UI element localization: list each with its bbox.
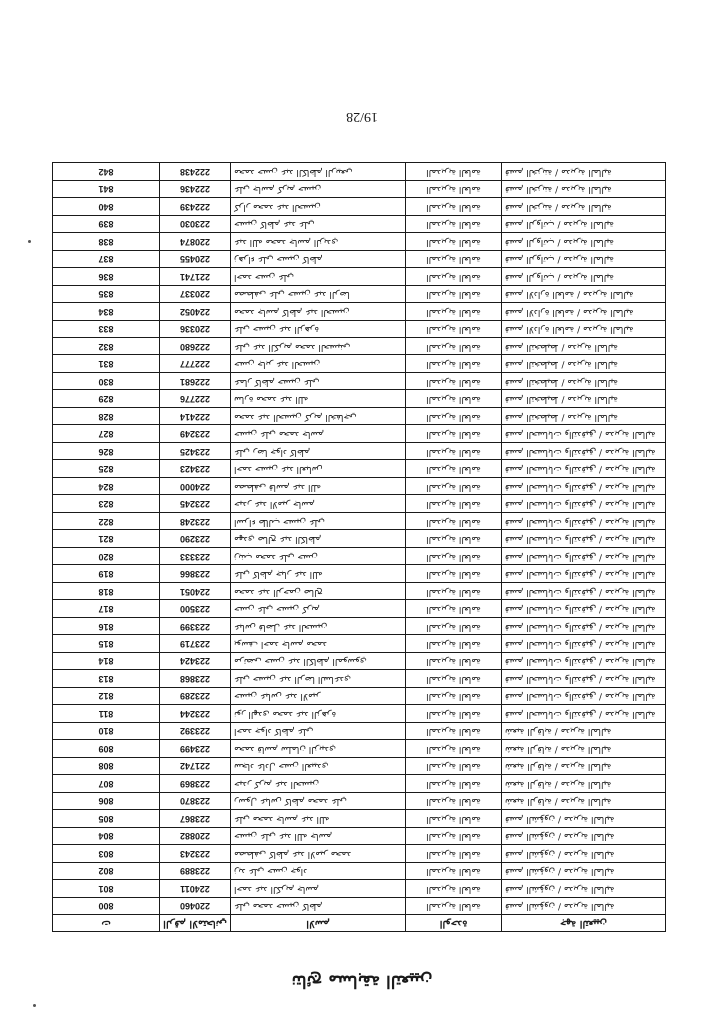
cell-dept: قسم الشؤون / مديرية المالية [502, 880, 666, 897]
cell-seq: 835 [53, 285, 160, 302]
table-row [53, 582, 666, 599]
cell-unit: المديرية العامة [406, 285, 502, 302]
table-row [53, 845, 666, 862]
cell-exam-number: 223425 [160, 442, 231, 459]
table-row [53, 617, 666, 634]
cell-unit: المديرية العامة [406, 827, 502, 844]
table-row [53, 530, 666, 547]
cell-seq: 823 [53, 495, 160, 512]
table-row [53, 635, 666, 652]
cell-dept: قسم الحسابات والتدقيق / مديرية المالية [502, 705, 666, 722]
cell-name: علي جاسم كريم حسين [231, 180, 406, 197]
cell-name: مصطفى قاسم عبد الله [231, 477, 406, 494]
table-row [53, 862, 666, 879]
table-row [53, 757, 666, 774]
table-row [53, 687, 666, 704]
cell-dept: قسم الحسابات والتدقيق / مديرية المالية [502, 565, 666, 582]
table-row [53, 215, 666, 232]
cell-seq: 831 [53, 355, 160, 372]
cell-exam-number: 223289 [160, 687, 231, 704]
cell-dept: قسم الخزينة / مديرية المالية [502, 180, 666, 197]
cell-dept: قسم الحسابات والتدقيق / مديرية المالية [502, 687, 666, 704]
cell-name: حسين كاظم عبد علي [231, 215, 406, 232]
table-row [53, 320, 666, 337]
cell-dept: شعبة الرقابة / مديرية المالية [502, 722, 666, 739]
cell-exam-number: 222776 [160, 390, 231, 407]
cell-name: حسين عباس عبد الامير [231, 687, 406, 704]
cell-name: علي عبد الكريم محمد الحسيني [231, 338, 406, 355]
cell-name: حسن علي حسين كريم [231, 600, 406, 617]
cell-exam-number: 222414 [160, 407, 231, 424]
table-row [53, 495, 666, 512]
cell-name: نور الهدى محمد عبد الزهرة [231, 705, 406, 722]
cell-dept: قسم الادارة العامة / مديرية المالية [502, 285, 666, 302]
cell-dept: قسم الخزينة / مديرية المالية [502, 163, 666, 181]
cell-dept: قسم الحسابات والتدقيق / مديرية المالية [502, 670, 666, 687]
cell-seq: 801 [53, 880, 160, 897]
cell-seq: 810 [53, 722, 160, 739]
cell-name: علي رضا جواد كاظم [231, 442, 406, 459]
cell-unit: المديرية العامة [406, 810, 502, 827]
cell-name: محمد قاسم سلمان الزبيدي [231, 740, 406, 757]
cell-unit: المديرية العامة [406, 372, 502, 389]
cell-name: مرتضى حسن عبد الكاظم الموسوي [231, 652, 406, 669]
cell-unit: المديرية العامة [406, 775, 502, 792]
table-row [53, 460, 666, 477]
cell-unit: المديرية العامة [406, 460, 502, 477]
cell-seq: 842 [53, 163, 160, 181]
cell-exam-number: 223869 [160, 775, 231, 792]
cell-seq: 818 [53, 582, 160, 599]
cell-dept: قسم التخطيط / مديرية المالية [502, 355, 666, 372]
cell-unit: المديرية العامة [406, 198, 502, 215]
table-row [53, 407, 666, 424]
cell-name: عبد الله محمد جاسم الزيدي [231, 233, 406, 250]
cell-unit: المديرية العامة [406, 355, 502, 372]
cell-exam-number: 220337 [160, 285, 231, 302]
cell-name: علي حسين عبد الزهرة [231, 320, 406, 337]
cell-seq: 841 [53, 180, 160, 197]
cell-exam-number: 223399 [160, 617, 231, 634]
cell-seq: 814 [53, 652, 160, 669]
header-dept: جهة التعيين [502, 915, 666, 932]
cell-unit: المديرية العامة [406, 600, 502, 617]
cell-exam-number: 223248 [160, 512, 231, 529]
cell-exam-number: 224052 [160, 303, 231, 320]
cell-unit: المديرية العامة [406, 652, 502, 669]
cell-name: حسن جابر عبد الحسين [231, 355, 406, 372]
cell-dept: قسم الرواتب / مديرية المالية [502, 233, 666, 250]
cell-seq: 832 [53, 338, 160, 355]
cell-exam-number: 223244 [160, 705, 231, 722]
cell-exam-number: 224011 [160, 880, 231, 897]
cell-dept: قسم التخطيط / مديرية المالية [502, 338, 666, 355]
table-row [53, 897, 666, 914]
cell-unit: المديرية العامة [406, 215, 502, 232]
cell-name: اسراء طالب حسين علي [231, 512, 406, 529]
cell-exam-number: 223333 [160, 547, 231, 564]
cell-unit: المديرية العامة [406, 740, 502, 757]
cell-dept: قسم الشؤون / مديرية المالية [502, 862, 666, 879]
table-row [53, 740, 666, 757]
cell-seq: 826 [53, 442, 160, 459]
cell-name: سجاد عادل حسن العبيدي [231, 757, 406, 774]
table-row [53, 442, 666, 459]
cell-unit: المديرية العامة [406, 233, 502, 250]
cell-exam-number: 223249 [160, 425, 231, 442]
cell-seq: 834 [53, 303, 160, 320]
cell-name: مهدي صالح عبد الكاظم [231, 530, 406, 547]
cell-dept: قسم الحسابات والتدقيق / مديرية المالية [502, 512, 666, 529]
cell-name: زينب محمد علي حسن [231, 547, 406, 564]
cell-seq: 808 [53, 757, 160, 774]
cell-seq: 821 [53, 530, 160, 547]
cell-seq: 815 [53, 635, 160, 652]
table-row [53, 880, 666, 897]
cell-name: احمد عبد الكريم جاسم [231, 880, 406, 897]
cell-unit: المديرية العامة [406, 635, 502, 652]
table-row [53, 670, 666, 687]
cell-name: حسين علي محمد جاسم [231, 425, 406, 442]
cell-exam-number: 223866 [160, 565, 231, 582]
cell-dept: قسم الحسابات والتدقيق / مديرية المالية [502, 600, 666, 617]
cell-seq: 838 [53, 233, 160, 250]
cell-dept: قسم التخطيط / مديرية المالية [502, 407, 666, 424]
cell-dept: قسم الحسابات والتدقيق / مديرية المالية [502, 530, 666, 547]
cell-dept: قسم الحسابات والتدقيق / مديرية المالية [502, 652, 666, 669]
cell-name: علي كاظم جبار عبد الله [231, 565, 406, 582]
table-row [53, 303, 666, 320]
cell-unit: المديرية العامة [406, 407, 502, 424]
table-row [53, 355, 666, 372]
cell-name: مصطفى علي حسين عبد الرضا [231, 285, 406, 302]
cell-seq: 816 [53, 617, 160, 634]
table-row [53, 652, 666, 669]
cell-dept: قسم الحسابات والتدقيق / مديرية المالية [502, 617, 666, 634]
cell-exam-number: 224051 [160, 582, 231, 599]
cell-exam-number: 222436 [160, 180, 231, 197]
cell-dept: قسم الحسابات والتدقيق / مديرية المالية [502, 442, 666, 459]
cell-dept: قسم الشؤون / مديرية المالية [502, 810, 666, 827]
cell-name: علي محمد حسين كاظم [231, 897, 406, 914]
table-row [53, 600, 666, 617]
cell-name: مصطفى كاظم عبد الامير محمد [231, 845, 406, 862]
cell-dept: قسم التخطيط / مديرية المالية [502, 372, 666, 389]
table-row [53, 810, 666, 827]
table-row [53, 792, 666, 809]
cell-unit: المديرية العامة [406, 845, 502, 862]
cell-dept: قسم الرواتب / مديرية المالية [502, 215, 666, 232]
cell-seq: 829 [53, 390, 160, 407]
cell-seq: 819 [53, 565, 160, 582]
cell-unit: المديرية العامة [406, 163, 502, 181]
cell-unit: المديرية العامة [406, 792, 502, 809]
cell-exam-number: 223424 [160, 652, 231, 669]
table-row [53, 477, 666, 494]
cell-name: احمد حسين عبد العباس [231, 460, 406, 477]
cell-dept: شعبة الرقابة / مديرية المالية [502, 792, 666, 809]
cell-unit: المديرية العامة [406, 250, 502, 267]
cell-dept: قسم الشؤون / مديرية المالية [502, 897, 666, 914]
scan-speck [33, 1004, 36, 1007]
cell-unit: المديرية العامة [406, 670, 502, 687]
cell-seq: 805 [53, 810, 160, 827]
cell-seq: 822 [53, 512, 160, 529]
scan-speck [28, 240, 31, 243]
results-table [52, 162, 666, 932]
cell-unit: المديرية العامة [406, 477, 502, 494]
cell-seq: 807 [53, 775, 160, 792]
cell-seq: 828 [53, 407, 160, 424]
cell-unit: المديرية العامة [406, 268, 502, 285]
cell-unit: المديرية العامة [406, 303, 502, 320]
cell-name: احمد حسن علي [231, 268, 406, 285]
cell-seq: 803 [53, 845, 160, 862]
cell-unit: المديرية العامة [406, 722, 502, 739]
cell-dept: قسم التخطيط / مديرية المالية [502, 390, 666, 407]
table-row [53, 180, 666, 197]
cell-exam-number: 223423 [160, 460, 231, 477]
cell-unit: المديرية العامة [406, 687, 502, 704]
cell-dept: شعبة الرقابة / مديرية المالية [502, 740, 666, 757]
cell-dept: قسم الحسابات والتدقيق / مديرية المالية [502, 547, 666, 564]
cell-exam-number: 222777 [160, 355, 231, 372]
cell-name: علي محمد جاسم عبد الله [231, 810, 406, 827]
cell-dept: قسم الادارة العامة / مديرية المالية [502, 303, 666, 320]
cell-exam-number: 222438 [160, 163, 231, 181]
cell-dept: قسم الخزينة / مديرية المالية [502, 198, 666, 215]
cell-exam-number: 220455 [160, 250, 231, 267]
cell-seq: 820 [53, 547, 160, 564]
cell-dept: قسم الحسابات والتدقيق / مديرية المالية [502, 635, 666, 652]
cell-exam-number: 223245 [160, 495, 231, 512]
header-name: الاسم [231, 915, 406, 932]
cell-unit: المديرية العامة [406, 547, 502, 564]
cell-seq: 827 [53, 425, 160, 442]
cell-seq: 802 [53, 862, 160, 879]
table-row [53, 547, 666, 564]
cell-name: سارة محمد عبد الله [231, 390, 406, 407]
cell-unit: المديرية العامة [406, 880, 502, 897]
cell-exam-number: 223867 [160, 810, 231, 827]
cell-seq: 833 [53, 320, 160, 337]
cell-name: علي حسين عبد الرضا الساعدي [231, 670, 406, 687]
cell-seq: 840 [53, 198, 160, 215]
cell-seq: 817 [53, 600, 160, 617]
cell-unit: المديرية العامة [406, 495, 502, 512]
cell-exam-number: 220460 [160, 897, 231, 914]
cell-unit: المديرية العامة [406, 617, 502, 634]
table-row [53, 827, 666, 844]
cell-unit: المديرية العامة [406, 180, 502, 197]
cell-name: كرار محمد عبد الحسين [231, 198, 406, 215]
cell-dept: قسم الرواتب / مديرية المالية [502, 268, 666, 285]
page-title: نتائج مسابقة التعيين [291, 971, 433, 991]
cell-name: حيدر كريم عبد الحسين [231, 775, 406, 792]
table-header-row [53, 915, 666, 932]
cell-unit: المديرية العامة [406, 338, 502, 355]
cell-exam-number: 223243 [160, 845, 231, 862]
page-number: 19/28 [346, 109, 378, 124]
cell-name: حسين علي عبد الله جاسم [231, 827, 406, 844]
cell-exam-number: 223868 [160, 670, 231, 687]
cell-dept: قسم الحسابات والتدقيق / مديرية المالية [502, 495, 666, 512]
header-seq: ت [53, 915, 160, 932]
cell-unit: المديرية العامة [406, 582, 502, 599]
cell-unit: المديرية العامة [406, 757, 502, 774]
cell-name: عمار كاظم حسين علي [231, 372, 406, 389]
cell-exam-number: 222681 [160, 372, 231, 389]
table-row [53, 268, 666, 285]
cell-exam-number: 221742 [160, 757, 231, 774]
table-row [53, 163, 666, 181]
cell-exam-number: 223500 [160, 600, 231, 617]
cell-name: محمد عبد الحسين كريم الخفاجي [231, 407, 406, 424]
cell-name: محمد جاسم كاظم عبد الحسين [231, 303, 406, 320]
cell-name: عباس فاضل عبد الحسين [231, 617, 406, 634]
cell-exam-number: 223030 [160, 215, 231, 232]
table-row [53, 198, 666, 215]
cell-unit: المديرية العامة [406, 565, 502, 582]
cell-exam-number: 224000 [160, 477, 231, 494]
cell-exam-number: 222439 [160, 198, 231, 215]
table-row [53, 512, 666, 529]
cell-exam-number: 220882 [160, 827, 231, 844]
cell-unit: المديرية العامة [406, 897, 502, 914]
cell-seq: 806 [53, 792, 160, 809]
table-row [53, 338, 666, 355]
table-row [53, 775, 666, 792]
cell-seq: 836 [53, 268, 160, 285]
cell-seq: 809 [53, 740, 160, 757]
cell-unit: المديرية العامة [406, 862, 502, 879]
table-row [53, 565, 666, 582]
table-row [53, 250, 666, 267]
cell-name: زيد علي حسن جواد [231, 862, 406, 879]
cell-seq: 804 [53, 827, 160, 844]
cell-seq: 830 [53, 372, 160, 389]
cell-unit: المديرية العامة [406, 512, 502, 529]
header-unit: الوحدة [406, 915, 502, 932]
cell-unit: المديرية العامة [406, 320, 502, 337]
cell-name: زهراء علي حسين كاظم [231, 250, 406, 267]
cell-name: محمد عبد الرحمن صالح [231, 582, 406, 599]
cell-dept: قسم الحسابات والتدقيق / مديرية المالية [502, 582, 666, 599]
cell-exam-number: 223290 [160, 530, 231, 547]
cell-dept: قسم الشؤون / مديرية المالية [502, 827, 666, 844]
cell-dept: قسم الحسابات والتدقيق / مديرية المالية [502, 425, 666, 442]
cell-exam-number: 222680 [160, 338, 231, 355]
cell-dept: شعبة الرقابة / مديرية المالية [502, 757, 666, 774]
cell-name: حيدر عبد الامير جاسم [231, 495, 406, 512]
cell-exam-number: 220336 [160, 320, 231, 337]
cell-exam-number: 220874 [160, 233, 231, 250]
table-row [53, 285, 666, 302]
cell-exam-number: 223499 [160, 740, 231, 757]
table-row [53, 705, 666, 722]
table-row [53, 233, 666, 250]
table-row [53, 372, 666, 389]
cell-exam-number: 223870 [160, 792, 231, 809]
header-id: الرقم الامتحاني [160, 915, 231, 932]
cell-dept: قسم الحسابات والتدقيق / مديرية المالية [502, 460, 666, 477]
cell-seq: 813 [53, 670, 160, 687]
cell-dept: شعبة الرقابة / مديرية المالية [502, 775, 666, 792]
cell-unit: المديرية العامة [406, 390, 502, 407]
cell-seq: 812 [53, 687, 160, 704]
cell-seq: 839 [53, 215, 160, 232]
cell-name: محمد حسن عبد الكاظم الربيعي [231, 163, 406, 181]
table-row [53, 390, 666, 407]
cell-exam-number: 223889 [160, 862, 231, 879]
cell-seq: 800 [53, 897, 160, 914]
cell-unit: المديرية العامة [406, 425, 502, 442]
cell-seq: 825 [53, 460, 160, 477]
cell-name: رسول عباس كاظم محمد علي [231, 792, 406, 809]
table-row [53, 722, 666, 739]
cell-seq: 824 [53, 477, 160, 494]
cell-dept: قسم الرواتب / مديرية المالية [502, 250, 666, 267]
cell-exam-number: 223392 [160, 722, 231, 739]
cell-unit: المديرية العامة [406, 530, 502, 547]
cell-seq: 837 [53, 250, 160, 267]
cell-dept: قسم الادارة العامة / مديرية المالية [502, 320, 666, 337]
cell-dept: قسم الحسابات والتدقيق / مديرية المالية [502, 477, 666, 494]
cell-unit: المديرية العامة [406, 442, 502, 459]
cell-seq: 811 [53, 705, 160, 722]
cell-name: يوسف احمد جاسم محمد [231, 635, 406, 652]
cell-name: احمد جواد كاظم علي [231, 722, 406, 739]
cell-dept: قسم الشؤون / مديرية المالية [502, 845, 666, 862]
table-row [53, 425, 666, 442]
cell-exam-number: 221741 [160, 268, 231, 285]
cell-exam-number: 223719 [160, 635, 231, 652]
cell-unit: المديرية العامة [406, 705, 502, 722]
